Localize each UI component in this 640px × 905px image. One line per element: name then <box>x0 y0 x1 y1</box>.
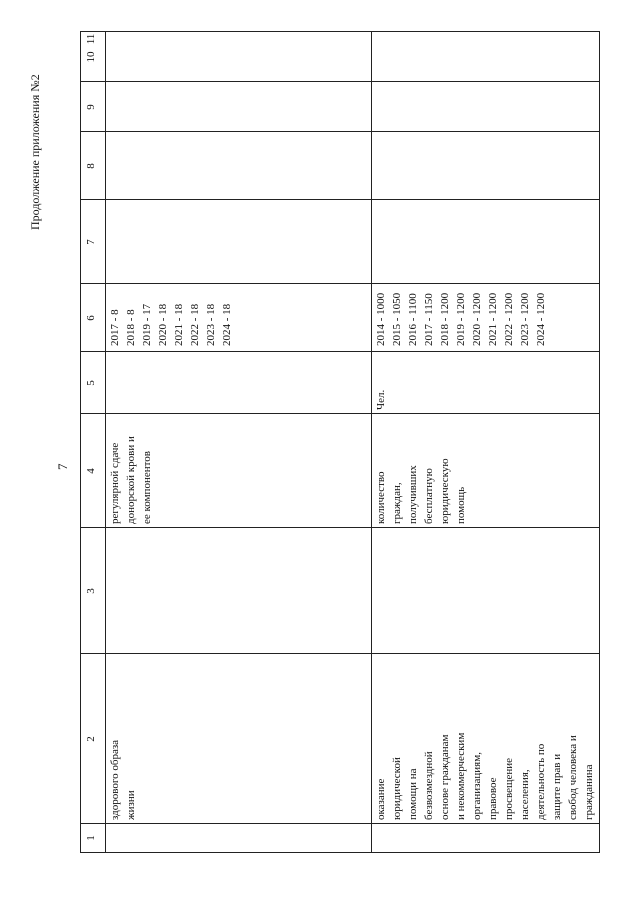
col-header-2: 2 <box>85 736 97 742</box>
col-divider <box>81 527 599 528</box>
col-header-1: 1 <box>85 835 97 841</box>
col-divider <box>81 81 599 82</box>
col-header-11: 11 <box>85 33 97 45</box>
col-divider <box>81 351 599 352</box>
header-divider <box>105 32 106 852</box>
col-header-4: 4 <box>85 468 97 474</box>
row2-col4: количество граждан, получивших бесплатную юридическую помощь <box>375 458 467 524</box>
col-header-6: 6 <box>85 315 97 321</box>
col-divider <box>81 283 599 284</box>
row-divider <box>371 32 372 852</box>
col-header-8: 8 <box>85 163 97 169</box>
col-header-10: 10 <box>85 51 97 63</box>
row1-col4: регулярной сдаче донорской крови и ее компонентов <box>109 436 153 524</box>
row1-col6: 2017 - 8 2018 - 8 2019 - 17 2020 - 18 2021 - 18 2022 - 18 2023 - 18 2024 - 18 <box>109 303 233 346</box>
col-header-9: 9 <box>85 104 97 110</box>
col-header-7: 7 <box>85 239 97 245</box>
col-divider <box>81 653 599 654</box>
row1-col2: здорового образа жизни <box>109 739 137 820</box>
col-divider <box>81 199 599 200</box>
col-divider <box>81 131 599 132</box>
row2-col5: Чел. <box>375 389 387 410</box>
page-number: 7 <box>55 463 70 470</box>
col-divider <box>81 823 599 824</box>
appendix-label: Продолжение приложения №2 <box>28 74 42 230</box>
col-header-5: 5 <box>85 380 97 386</box>
col-divider <box>81 413 599 414</box>
col-header-3: 3 <box>85 588 97 594</box>
row2-col2: оказание юридической помощи на безвозмездной основе гражданам и некоммерческим организациям, правовое просвещение населения, деятельность по защите прав и свобод человека и гражданина <box>375 732 595 820</box>
row2-col6: 2014 - 1000 2015 - 1050 2016 - 1100 2017 - 1150 2018 - 1200 2019 - 1200 2020 - 1200 2021 - 1200 2022 - 1200 2023 - 1200 2024 - 1200 <box>375 292 547 346</box>
data-table <box>80 31 600 853</box>
